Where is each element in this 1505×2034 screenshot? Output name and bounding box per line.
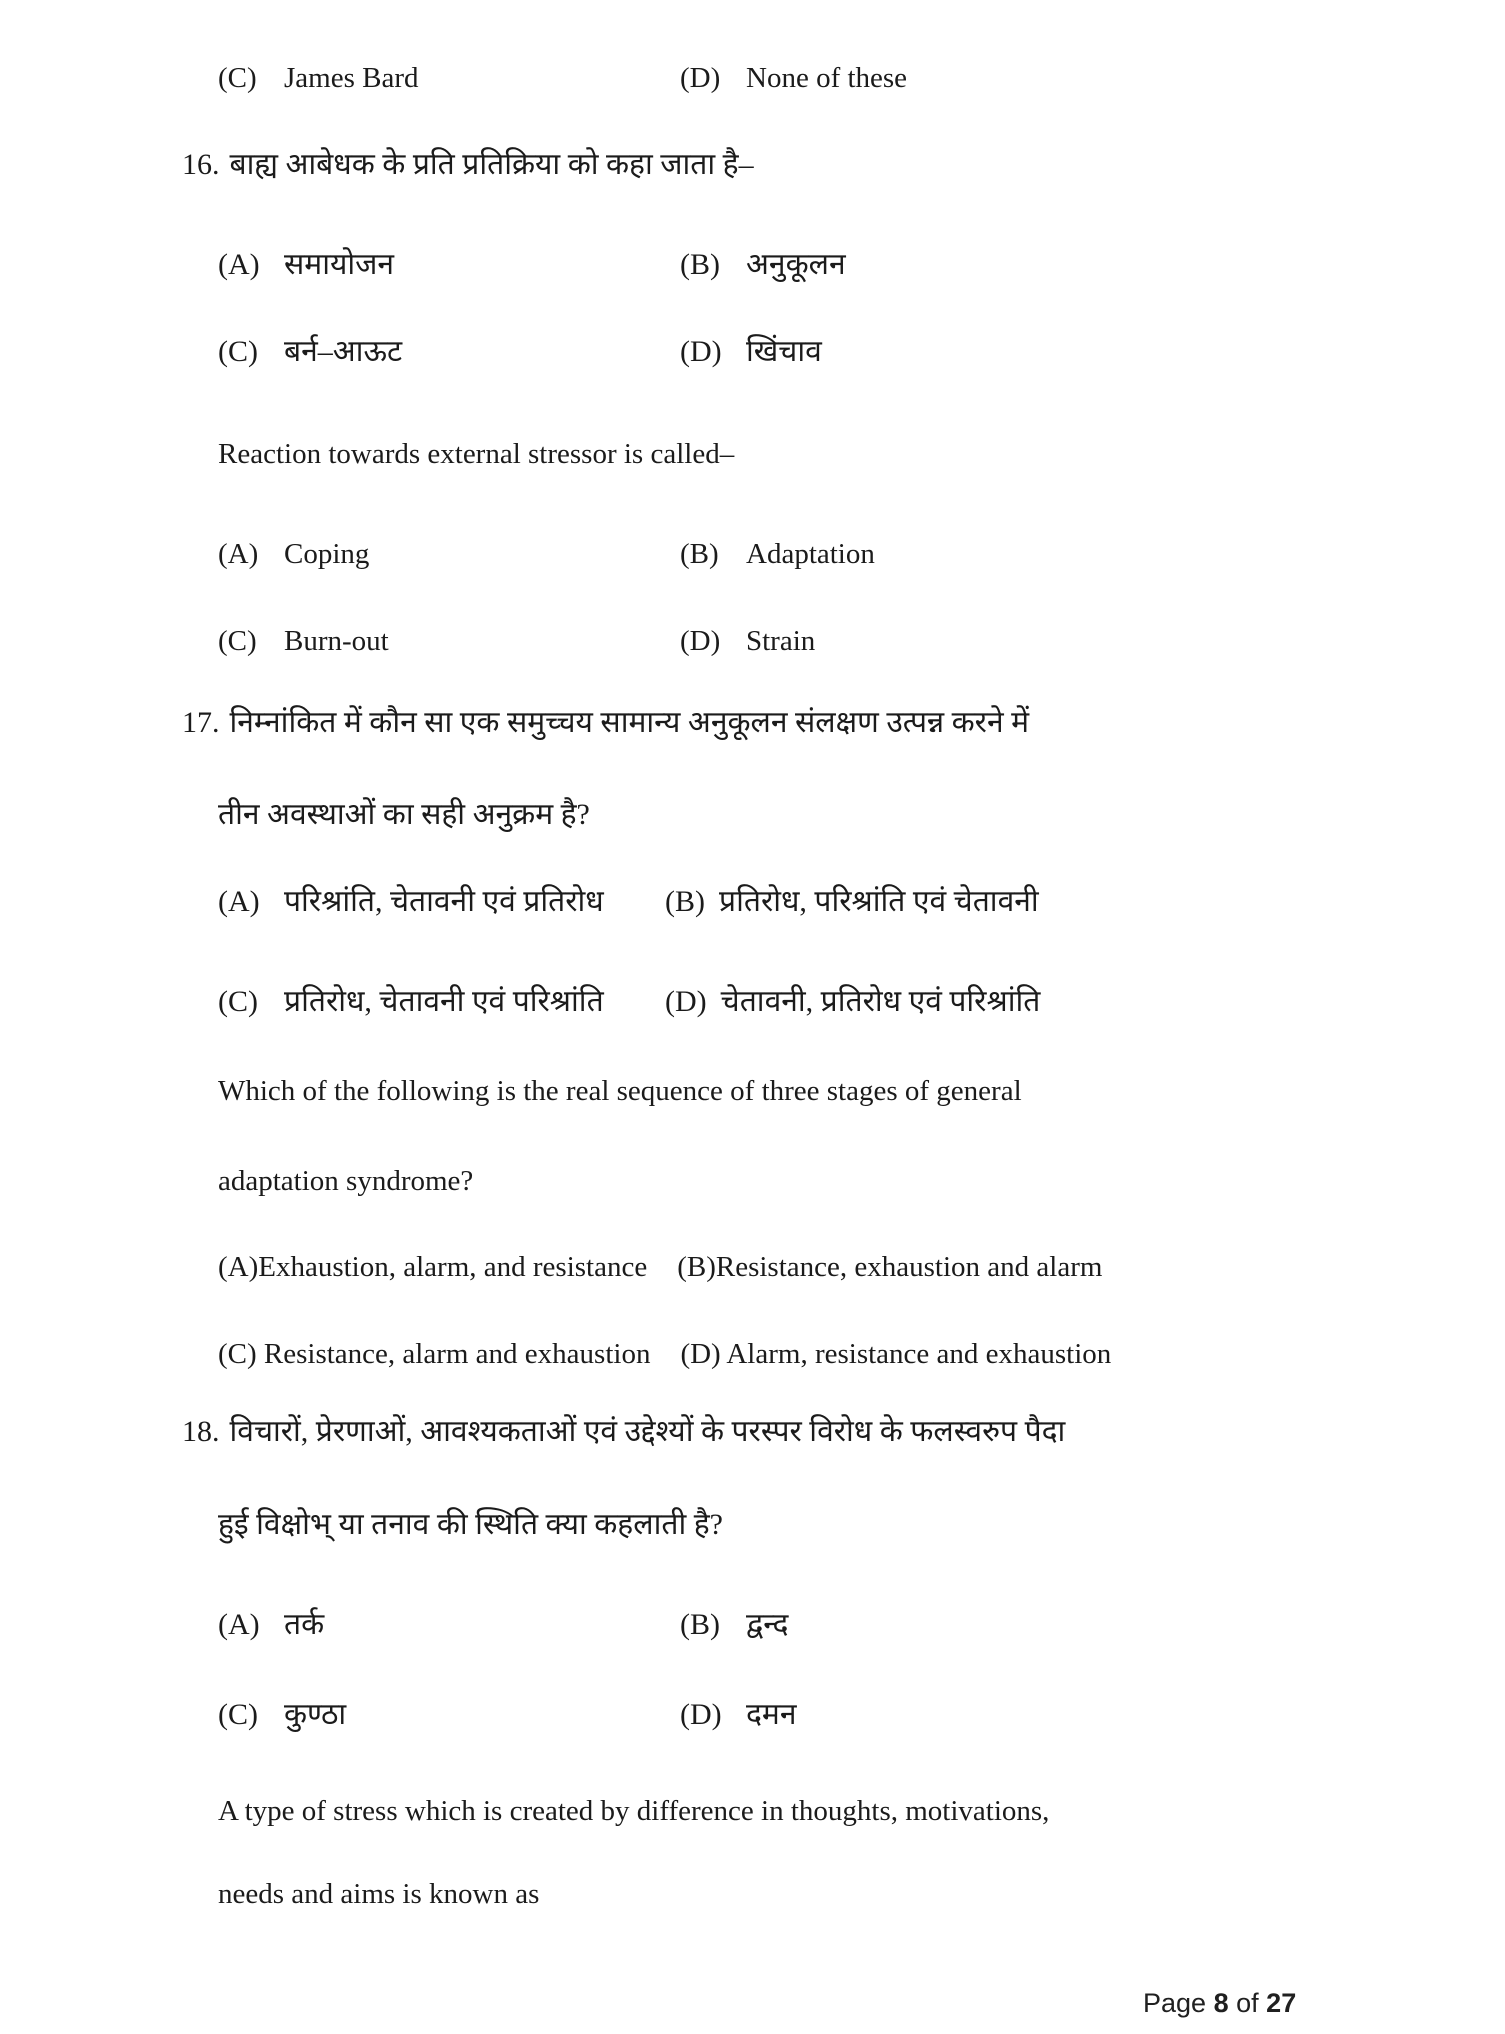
question-text-english: adaptation syndrome? bbox=[218, 1165, 474, 1197]
option-label: (B) bbox=[680, 1608, 720, 1641]
option-text: परिश्रांति, चेतावनी एवं प्रतिरोध bbox=[284, 885, 604, 918]
question-number: 16. bbox=[182, 148, 220, 181]
option-text: अनुकूलन bbox=[746, 248, 846, 281]
option-text: None of these bbox=[746, 62, 908, 94]
option-text: दमन bbox=[746, 1698, 797, 1731]
question-text-hindi: बाह्य आबेधक के प्रति प्रतिक्रिया को कहा जाता है– bbox=[229, 148, 754, 181]
question-text-english: Which of the following is the real sequence of three stages of general bbox=[218, 1075, 1022, 1107]
q17-option-b-hindi bbox=[665, 885, 1039, 920]
option-label: (C) bbox=[218, 1698, 258, 1731]
q18-option-a-hindi bbox=[218, 1608, 324, 1643]
footer-of-word: of bbox=[1236, 1988, 1259, 2018]
option-label: (D) bbox=[680, 1698, 722, 1731]
question-text-hindi: हुई विक्षोभ् या तनाव की स्थिति क्या कहलाती है? bbox=[218, 1508, 723, 1541]
question-text-english: A type of stress which is created by difference in thoughts, motivations, bbox=[218, 1795, 1050, 1827]
question-text-hindi: निम्नांकित में कौन सा एक समुच्चय सामान्य अनुकूलन संलक्षण उत्पन्न करने में bbox=[229, 706, 1030, 739]
footer-page-number: 8 bbox=[1213, 1988, 1229, 2018]
option-text: तर्क bbox=[284, 1608, 325, 1641]
q16-option-b-english bbox=[680, 538, 875, 571]
q18-option-c-hindi bbox=[218, 1698, 346, 1733]
option-label: (C) bbox=[218, 985, 258, 1018]
footer-total-pages: 27 bbox=[1266, 1988, 1297, 2018]
q17-option-a-hindi bbox=[218, 885, 604, 920]
question-18-hindi-line2 bbox=[218, 1508, 723, 1543]
option-label: (B) bbox=[665, 885, 705, 918]
option-label: (B) bbox=[680, 248, 720, 281]
option-label: (D) bbox=[680, 62, 721, 94]
q18-option-d-hindi bbox=[680, 1698, 797, 1733]
option-label: (A) bbox=[218, 538, 259, 570]
option-text: बर्न–आऊट bbox=[284, 335, 403, 368]
q16-option-c-hindi bbox=[218, 335, 402, 370]
question-text-english: Reaction towards external stressor is called– bbox=[218, 438, 735, 470]
q17-option-c-hindi bbox=[218, 985, 604, 1020]
option-text: Adaptation bbox=[746, 538, 875, 570]
option-label: (A) bbox=[218, 1608, 260, 1641]
page-footer bbox=[1143, 1988, 1296, 2019]
option-text: Strain bbox=[746, 625, 816, 657]
option-text: चेतावनी, प्रतिरोध एवं परिश्रांति bbox=[720, 985, 1041, 1018]
q16-option-c-english bbox=[218, 625, 389, 658]
prev-option-c bbox=[218, 62, 419, 95]
option-label: (D) bbox=[665, 985, 707, 1018]
option-label: (C) bbox=[218, 625, 257, 657]
q17-options-english-row2 bbox=[218, 1338, 1111, 1371]
option-text: कुण्ठा bbox=[284, 1698, 347, 1731]
option-text: James Bard bbox=[284, 62, 419, 94]
q16-option-b-hindi bbox=[680, 248, 846, 283]
option-text: प्रतिरोध, परिश्रांति एवं चेतावनी bbox=[719, 885, 1039, 918]
question-number: 18. bbox=[182, 1415, 220, 1448]
option-text: Burn-out bbox=[284, 625, 389, 657]
question-18-english-line1 bbox=[218, 1795, 1049, 1828]
q16-option-d-hindi bbox=[680, 335, 822, 370]
option-label: (C) bbox=[218, 62, 257, 94]
option-label: (D) bbox=[680, 625, 721, 657]
q16-option-a-hindi bbox=[218, 248, 394, 283]
option-label: (D) bbox=[680, 335, 722, 368]
question-text-hindi: तीन अवस्थाओं का सही अनुक्रम है? bbox=[218, 798, 590, 831]
question-17-hindi-line2 bbox=[218, 798, 590, 833]
option-label: (A) bbox=[218, 885, 260, 918]
option-b-english: (B)Resistance, exhaustion and alarm bbox=[677, 1251, 1103, 1283]
question-17-hindi-line1 bbox=[182, 706, 1029, 741]
q18-option-b-hindi bbox=[680, 1608, 788, 1643]
option-c-english: (C) Resistance, alarm and exhaustion bbox=[218, 1338, 651, 1370]
option-d-english: (D) Alarm, resistance and exhaustion bbox=[680, 1338, 1112, 1370]
option-label: (A) bbox=[218, 248, 260, 281]
question-text-english: needs and aims is known as bbox=[218, 1878, 540, 1910]
q16-option-a-english bbox=[218, 538, 369, 571]
q16-option-d-english bbox=[680, 625, 815, 658]
q17-option-d-hindi bbox=[665, 985, 1040, 1020]
option-text: खिंचाव bbox=[746, 335, 822, 368]
question-number: 17. bbox=[182, 706, 220, 739]
question-16-english bbox=[218, 438, 734, 471]
question-18-hindi-line1 bbox=[182, 1415, 1065, 1450]
option-label: (C) bbox=[218, 335, 258, 368]
option-text: द्वन्द bbox=[746, 1608, 789, 1641]
prev-option-d bbox=[680, 62, 907, 95]
question-17-english-line2 bbox=[218, 1165, 473, 1198]
option-text: प्रतिरोध, चेतावनी एवं परिश्रांति bbox=[284, 985, 604, 1018]
option-a-english: (A)Exhaustion, alarm, and resistance bbox=[218, 1251, 648, 1283]
option-text: समायोजन bbox=[284, 248, 395, 281]
option-text: Coping bbox=[284, 538, 370, 570]
question-18-english-line2 bbox=[218, 1878, 539, 1911]
question-text-hindi: विचारों, प्रेरणाओं, आवश्यकताओं एवं उद्देश्यों के परस्पर विरोध के फलस्वरुप पैदा bbox=[229, 1415, 1066, 1448]
question-16-hindi bbox=[182, 148, 754, 183]
q17-options-english-row1 bbox=[218, 1251, 1102, 1284]
option-label: (B) bbox=[680, 538, 719, 570]
question-17-english-line1 bbox=[218, 1075, 1022, 1108]
footer-page-word: Page bbox=[1143, 1988, 1207, 2018]
